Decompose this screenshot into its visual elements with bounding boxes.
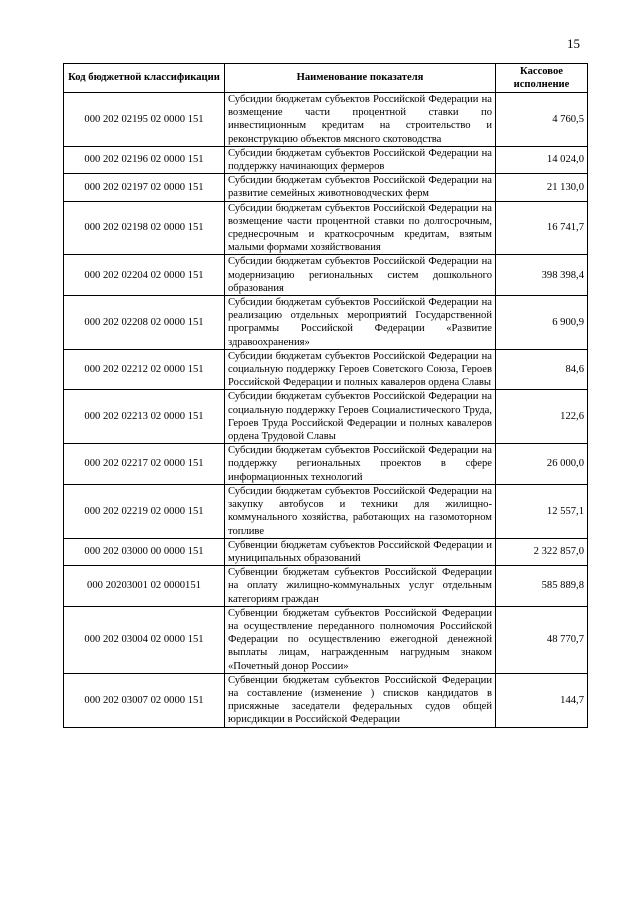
table-row: [64, 538, 588, 565]
amount-cell: 14 024,0: [496, 146, 588, 173]
amount-cell: 6 900,9: [496, 296, 588, 350]
budget-code-cell: 000 202 02212 02 0000 151: [64, 349, 225, 390]
budget-code-cell: 000 202 02219 02 0000 151: [64, 484, 225, 538]
indicator-name-cell: Субсидии бюджетам субъектов Российской Федерации на возмещение части процентной ставки по долгосрочным, среднесрочным и краткосрочным кредитам, взятым малыми формами хозяйствования: [225, 201, 496, 255]
table-row: [64, 201, 588, 255]
budget-code-cell: 000 202 02204 02 0000 151: [64, 255, 225, 296]
amount-cell: 122,6: [496, 390, 588, 444]
table-row: [64, 349, 588, 390]
amount-cell: 585 889,8: [496, 566, 588, 607]
table-header-row: [64, 64, 588, 93]
table-row: [64, 390, 588, 444]
amount-cell: 16 741,7: [496, 201, 588, 255]
budget-execution-table: [63, 63, 588, 728]
budget-code-cell: 000 20203001 02 0000151: [64, 566, 225, 607]
budget-code-cell: 000 202 03007 02 0000 151: [64, 673, 225, 727]
indicator-name-cell: Субвенции бюджетам субъектов Российской Федерации на оплату жилищно-коммунальных услуг отдельным категориям граждан: [225, 566, 496, 607]
table-row: [64, 174, 588, 201]
budget-code-cell: 000 202 03000 00 0000 151: [64, 538, 225, 565]
table-row: [64, 93, 588, 147]
indicator-name-cell: Субсидии бюджетам субъектов Российской Федерации на социальную поддержку Героев Социалистического Труда, Героев Труда Российской Федерации и полных кавалеров ордена Трудовой Славы: [225, 390, 496, 444]
table-row: [64, 484, 588, 538]
budget-code-cell: 000 202 02198 02 0000 151: [64, 201, 225, 255]
table-row: [64, 146, 588, 173]
amount-cell: 26 000,0: [496, 444, 588, 485]
indicator-name-cell: Субсидии бюджетам субъектов Российской Федерации на возмещение части процентной ставки по инвестиционным кредитам на строительство и реконструкцию объектов мясного скотоводства: [225, 93, 496, 147]
header-cash-execution: Кассовое исполнение: [496, 64, 588, 93]
table-row: [64, 673, 588, 727]
budget-code-cell: 000 202 03004 02 0000 151: [64, 606, 225, 673]
budget-code-cell: 000 202 02195 02 0000 151: [64, 93, 225, 147]
indicator-name-cell: Субвенции бюджетам субъектов Российской Федерации на составление (изменение ) списков кандидатов в присяжные заседатели федеральных судов общей юрисдикции в Российской Федерации: [225, 673, 496, 727]
indicator-name-cell: Субсидии бюджетам субъектов Российской Федерации на закупку автобусов и техники для жилищно-коммунального хозяйства, работающих на газомоторном топливе: [225, 484, 496, 538]
budget-code-cell: 000 202 02208 02 0000 151: [64, 296, 225, 350]
table-row: [64, 606, 588, 673]
indicator-name-cell: Субсидии бюджетам субъектов Российской Федерации на развитие семейных животноводческих ферм: [225, 174, 496, 201]
indicator-name-cell: Субвенции бюджетам субъектов Российской Федерации на осуществление переданного полномочия Российской Федерации по осуществлению ежегодной денежной выплаты лицам, награжденным нагрудным знаком «Почетный донор России»: [225, 606, 496, 673]
amount-cell: 48 770,7: [496, 606, 588, 673]
header-budget-code: Код бюджетной классификации: [64, 64, 225, 93]
indicator-name-cell: Субвенции бюджетам субъектов Российской Федерации и муниципальных образований: [225, 538, 496, 565]
indicator-name-cell: Субсидии бюджетам субъектов Российской Федерации на модернизацию региональных систем дошкольного образования: [225, 255, 496, 296]
amount-cell: 12 557,1: [496, 484, 588, 538]
indicator-name-cell: Субсидии бюджетам субъектов Российской Федерации на социальную поддержку Героев Советского Союза, Героев Российской Федерации и полных кавалеров ордена Славы: [225, 349, 496, 390]
table-row: [64, 255, 588, 296]
budget-code-cell: 000 202 02213 02 0000 151: [64, 390, 225, 444]
header-indicator-name: Наименование показателя: [225, 64, 496, 93]
table-row: [64, 444, 588, 485]
amount-cell: 4 760,5: [496, 93, 588, 147]
budget-code-cell: 000 202 02217 02 0000 151: [64, 444, 225, 485]
budget-code-cell: 000 202 02197 02 0000 151: [64, 174, 225, 201]
indicator-name-cell: Субсидии бюджетам субъектов Российской Федерации на поддержку региональных проектов в сфере информационных технологий: [225, 444, 496, 485]
amount-cell: 144,7: [496, 673, 588, 727]
amount-cell: 398 398,4: [496, 255, 588, 296]
table-row: [64, 566, 588, 607]
indicator-name-cell: Субсидии бюджетам субъектов Российской Федерации на реализацию отдельных мероприятий Государственной программы Российской Федерации «Развитие здравоохранения»: [225, 296, 496, 350]
amount-cell: 21 130,0: [496, 174, 588, 201]
amount-cell: 2 322 857,0: [496, 538, 588, 565]
table-row: [64, 296, 588, 350]
indicator-name-cell: Субсидии бюджетам субъектов Российской Федерации на поддержку начинающих фермеров: [225, 146, 496, 173]
amount-cell: 84,6: [496, 349, 588, 390]
page-number: 15: [567, 36, 580, 51]
budget-code-cell: 000 202 02196 02 0000 151: [64, 146, 225, 173]
